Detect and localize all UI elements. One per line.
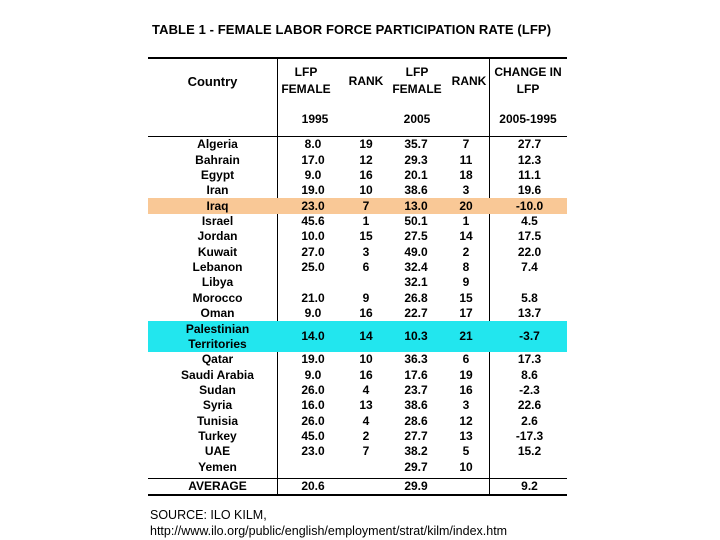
change-in-lfp: 11.1	[518, 167, 541, 182]
lfp-female-2005: 29.7	[404, 459, 428, 474]
lfp-female-2005: 38.6	[404, 398, 428, 413]
rank-1995: 15	[359, 229, 373, 244]
change-in-lfp: 22.0	[517, 244, 542, 259]
change-in-lfp: 2.6	[521, 413, 538, 428]
rank-1995: 13	[359, 398, 373, 413]
header-rank-2005: RANK	[451, 74, 487, 88]
lfp-female-2005: 32.1	[404, 275, 428, 290]
table-body	[148, 137, 567, 475]
country-name: UAE	[204, 444, 231, 459]
country-name: Libya	[201, 275, 234, 290]
change-in-lfp: 13.7	[517, 305, 542, 320]
lfp-female-2005: 35.7	[404, 137, 428, 152]
table-title: TABLE 1 - FEMALE LABOR FORCE PARTICIPATION RATE (LFP)	[152, 22, 552, 37]
rank-2005: 17	[459, 305, 473, 320]
average-label: AVERAGE	[188, 479, 247, 493]
header-lfp-female-2005	[388, 64, 446, 98]
rank-2005: 19	[459, 367, 473, 382]
rank-2005: 20	[459, 198, 473, 213]
country-name: Jordan	[197, 229, 238, 244]
change-in-lfp: 19.6	[517, 183, 542, 198]
header-change-line2: LFP	[516, 82, 540, 96]
rank-1995: 7	[362, 444, 370, 459]
lfp-female-2005: 17.6	[404, 367, 428, 382]
rank-1995: 6	[362, 259, 370, 274]
lfp-female-1995: 14.0	[301, 329, 325, 344]
rank-1995: 4	[362, 413, 370, 428]
change-in-lfp: 8.6	[521, 367, 538, 382]
year-2005: 2005	[403, 112, 431, 126]
table-row	[148, 460, 567, 475]
table-row	[148, 137, 567, 152]
rank-2005: 1	[462, 213, 470, 228]
rank-1995: 10	[359, 352, 373, 367]
rank-1995: 7	[362, 198, 370, 213]
header-change-line1: CHANGE IN	[494, 65, 562, 79]
lfp-female-1995: 9.0	[304, 305, 322, 320]
country-name: Oman	[200, 305, 235, 320]
lfp-female-1995	[288, 275, 338, 290]
rank-1995: 16	[359, 167, 373, 182]
rank-2005: 3	[462, 398, 470, 413]
lfp-female-1995: 45.0	[301, 429, 325, 444]
table-row	[148, 398, 567, 413]
rank-1995: 16	[359, 305, 373, 320]
change-in-lfp: 5.8	[521, 290, 538, 305]
table-row	[148, 260, 567, 275]
country-name: Egypt	[200, 167, 235, 182]
rank-2005: 14	[459, 229, 473, 244]
lfp-female-2005: 26.8	[404, 290, 428, 305]
lfp-female-2005: 13.0	[404, 198, 428, 213]
change-in-lfp: 27.7	[517, 137, 542, 152]
rank-2005: 3	[462, 183, 470, 198]
header-country: Country	[187, 74, 238, 89]
rank-1995	[345, 275, 387, 290]
lfp-female-1995: 26.0	[301, 413, 325, 428]
source-url: http://www.ilo.org/public/english/employment/strat/kilm/index.htm	[150, 523, 508, 538]
table-row	[148, 383, 567, 398]
change-in-lfp: -2.3	[519, 382, 540, 397]
change-in-lfp	[498, 275, 561, 290]
table-row	[148, 429, 567, 444]
table-row	[148, 275, 567, 290]
change-in-lfp: 15.2	[517, 444, 542, 459]
rank-2005: 6	[462, 352, 470, 367]
lfp-female-1995: 8.0	[304, 137, 322, 152]
lfp-female-2005: 49.0	[404, 244, 428, 259]
header-rank-1995: RANK	[348, 74, 384, 88]
table-row	[148, 183, 567, 198]
country-name: Tunisia	[196, 413, 239, 428]
rank-1995: 10	[359, 183, 373, 198]
change-in-lfp: -3.7	[519, 329, 540, 344]
country-name: Morocco	[192, 290, 243, 305]
rank-2005: 16	[459, 382, 473, 397]
rank-2005: 15	[459, 290, 473, 305]
lfp-female-2005: 23.7	[404, 382, 428, 397]
change-in-lfp: -17.3	[515, 429, 544, 444]
year-1995: 1995	[301, 112, 329, 126]
lfp-female-1995: 25.0	[301, 259, 325, 274]
lfp-female-1995: 9.0	[304, 167, 322, 182]
lfp-female-1995: 16.0	[301, 398, 325, 413]
lfp-female-1995	[288, 460, 338, 475]
table-row	[148, 290, 567, 305]
country-name: Bahrain	[195, 152, 240, 167]
table-row	[148, 414, 567, 429]
lfp-female-1995: 27.0	[301, 244, 325, 259]
lfp-female-2005: 50.1	[404, 213, 428, 228]
table-row	[148, 152, 567, 167]
country-name: Saudi Arabia	[181, 367, 254, 382]
header-lfp-female-1995-line1: LFP	[294, 65, 318, 79]
lfp-female-1995: 23.0	[301, 198, 325, 213]
lfp-female-1995: 19.0	[301, 352, 325, 367]
lfp-female-1995: 10.0	[301, 229, 325, 244]
lfp-female-2005: 27.7	[404, 429, 428, 444]
table-row	[148, 306, 567, 321]
lfp-female-2005: 36.3	[404, 352, 428, 367]
lfp-female-1995: 9.0	[304, 367, 322, 382]
table-row	[148, 244, 567, 259]
lfp-female-1995: 21.0	[301, 290, 325, 305]
rank-2005: 7	[462, 137, 470, 152]
source-label: SOURCE: ILO KILM,	[150, 508, 267, 522]
lfp-female-1995: 17.0	[301, 152, 325, 167]
lfp-female-1995: 45.6	[301, 213, 325, 228]
country-name: Palestinian Territories	[185, 321, 250, 351]
rank-1995	[345, 460, 387, 475]
rank-2005: 9	[462, 275, 470, 290]
rank-2005: 18	[459, 167, 473, 182]
rank-2005: 13	[459, 429, 473, 444]
country-name: Sudan	[199, 382, 236, 397]
rank-1995: 12	[359, 152, 373, 167]
country-name: Yemen	[198, 459, 237, 474]
country-name: Algeria	[197, 137, 238, 152]
rank-1995: 2	[362, 429, 370, 444]
table-row	[148, 321, 567, 352]
country-name: Turkey	[198, 429, 237, 444]
rank-1995: 9	[362, 290, 370, 305]
rank-2005: 5	[462, 444, 470, 459]
lfp-female-2005: 22.7	[404, 305, 428, 320]
rank-2005: 10	[459, 459, 473, 474]
rank-2005: 12	[459, 413, 473, 428]
lfp-female-1995: 19.0	[301, 183, 325, 198]
source-note	[150, 508, 507, 539]
lfp-female-2005: 38.6	[404, 183, 428, 198]
average-change: 9.2	[521, 479, 538, 493]
rank-1995: 14	[359, 329, 373, 344]
lfp-female-2005: 27.5	[404, 229, 428, 244]
change-in-lfp: 7.4	[521, 259, 538, 274]
change-in-lfp: 17.5	[517, 229, 542, 244]
rank-2005: 8	[462, 259, 470, 274]
table-row	[148, 214, 567, 229]
country-name: Qatar	[201, 352, 234, 367]
rank-1995: 19	[359, 137, 373, 152]
lfp-female-1995: 23.0	[301, 444, 325, 459]
country-name: Iraq	[206, 198, 229, 213]
table-row	[148, 352, 567, 367]
lfp-female-2005: 28.6	[404, 413, 428, 428]
rank-2005: 21	[459, 329, 473, 344]
lfp-female-2005: 10.3	[404, 329, 428, 344]
table-row	[148, 229, 567, 244]
change-in-lfp: 4.5	[521, 213, 538, 228]
country-name: Kuwait	[197, 244, 238, 259]
country-name: Lebanon	[192, 259, 243, 274]
average-lfp-2005: 29.9	[404, 479, 428, 493]
year-range: 2005-1995	[499, 112, 557, 126]
header-lfp-female-1995-line2: FEMALE	[281, 82, 331, 96]
average-lfp-1995: 20.6	[301, 479, 325, 493]
rank-1995: 4	[362, 382, 370, 397]
table-row	[148, 198, 567, 213]
change-in-lfp: 17.3	[517, 352, 542, 367]
change-in-lfp: -10.0	[515, 198, 544, 213]
rank-1995: 1	[362, 213, 370, 228]
header-lfp-female-1995	[277, 64, 335, 98]
table-row	[148, 444, 567, 459]
average-row	[148, 479, 567, 494]
lfp-female-1995: 26.0	[301, 382, 325, 397]
country-name: Israel	[201, 213, 234, 228]
header-lfp-female-2005-line2: FEMALE	[392, 82, 442, 96]
change-in-lfp: 22.6	[517, 398, 542, 413]
rank-2005: 11	[459, 152, 473, 167]
rank-1995: 3	[362, 244, 370, 259]
table-row	[148, 367, 567, 382]
country-name: Syria	[202, 398, 233, 413]
rank-2005: 2	[462, 244, 470, 259]
change-in-lfp: 12.3	[517, 152, 542, 167]
change-in-lfp	[498, 460, 561, 475]
lfp-female-2005: 29.3	[404, 152, 428, 167]
header-change-in-lfp	[489, 64, 567, 98]
bottom-rule	[148, 494, 567, 496]
lfp-female-2005: 20.1	[404, 167, 428, 182]
header-lfp-female-2005-line1: LFP	[405, 65, 429, 79]
rank-1995: 16	[359, 367, 373, 382]
lfp-female-2005: 38.2	[404, 444, 428, 459]
top-rule	[148, 57, 567, 59]
country-name: Iran	[206, 183, 229, 198]
lfp-female-2005: 32.4	[404, 259, 428, 274]
table-row	[148, 168, 567, 183]
